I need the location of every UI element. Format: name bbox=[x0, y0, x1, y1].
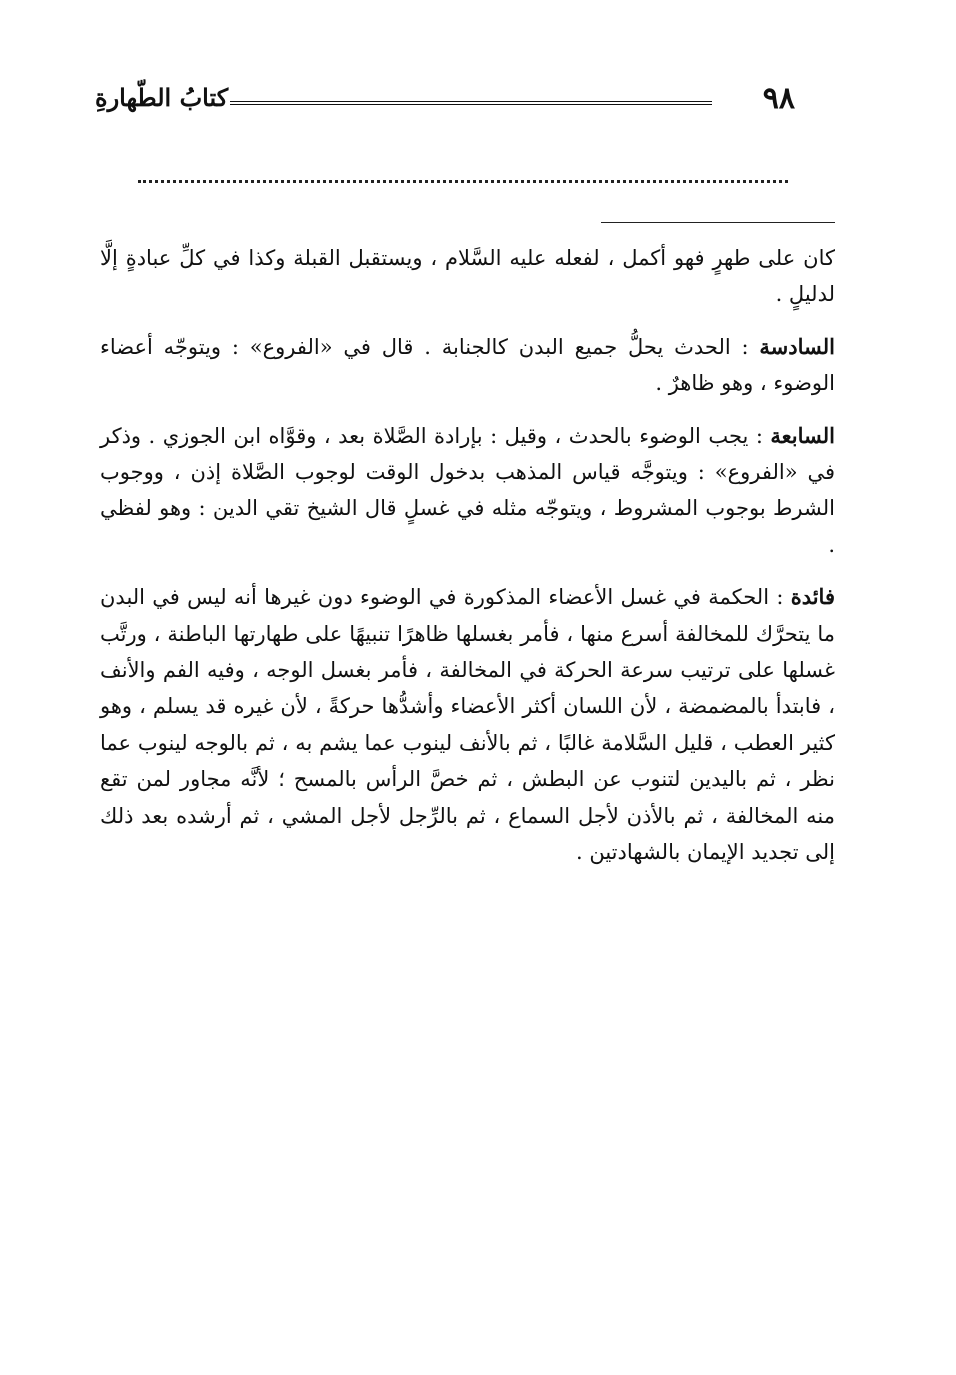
paragraph-heading: السادسة bbox=[759, 333, 835, 359]
paragraph-text: : يجب الوضوء بالحدث ، وقيل : بإرادة الصَّلاة بعد ، وقوَّاه ابن الجوزي . وذكر في «الفروع» : ويتوجَّه قياس المذهب بدخول الوقت لوجوب الصَّلاة إذن ، ووجوب الشرط بوجوب المشروط ، ويتوجّه مثله في غسلٍ قال الشيخ تقي الدين : وهو لفظي . bbox=[100, 423, 835, 557]
header-rule bbox=[230, 101, 712, 105]
paragraph-continuation bbox=[100, 240, 835, 313]
paragraph-text: كان على طهرٍ فهو أكمل ، لفعله عليه السَّلام ، ويستقبل القبلة وكذا في كلِّ عبادةٍ إلَّا لدليلٍ . bbox=[100, 246, 835, 307]
paragraph-benefit bbox=[100, 579, 835, 870]
paragraph-text: : الحكمة في غسل الأعضاء المذكورة في الوضوء دون غيرها أنه ليس في البدن ما يتحرَّك للمخالفة أسرع منها ، فأمر بغسلها ظاهرًا تنبيهًا على طهارتها الباطنة ، ورتَّب غسلها على ترتيب سرعة الحركة في المخالفة ، فأمر بغسل الوجه ، وفيه الفم والأنف ، فابتدأ بالمضمضة ، لأن اللسان أكثر الأعضاء وأشدُّها حركةً ، لأن غيره قد يسلم ، وهو كثير العطب ، قليل السَّلامة غالبًا ، ثم بالأنف لينوب عما يشم به ، ثم بالوجه لينوب عما نظر ، ثم باليدين لتنوب عن البطش ، ثم خصَّ الرأس بالمسح ؛ لأنَّه مجاور لمن تقع منه المخالفة ، ثم بالأذن لأجل السماع ، ثم بالرِّجل لأجل المشي ، ثم أرشده بعد ذلك إلى تجديد الإيمان بالشهادتين . bbox=[100, 585, 835, 865]
paragraph-sixth bbox=[100, 329, 835, 402]
dotted-separator bbox=[138, 180, 788, 183]
book-title: كتابُ الطّهارةِ bbox=[95, 83, 229, 112]
paragraph-heading: السابعة bbox=[770, 422, 835, 448]
running-header bbox=[95, 78, 795, 124]
page-body bbox=[100, 240, 835, 887]
footnote-separator bbox=[601, 222, 835, 223]
page-number: ٩٨ bbox=[762, 81, 795, 116]
paragraph-text: : الحدث يحلُّ جميع البدن كالجنابة . قال في «الفروع» : ويتوجّه أعضاء الوضوء ، وهو ظاهرٌ . bbox=[100, 334, 835, 396]
paragraph-heading: فائدة bbox=[790, 584, 835, 610]
paragraph-seventh bbox=[100, 418, 835, 564]
